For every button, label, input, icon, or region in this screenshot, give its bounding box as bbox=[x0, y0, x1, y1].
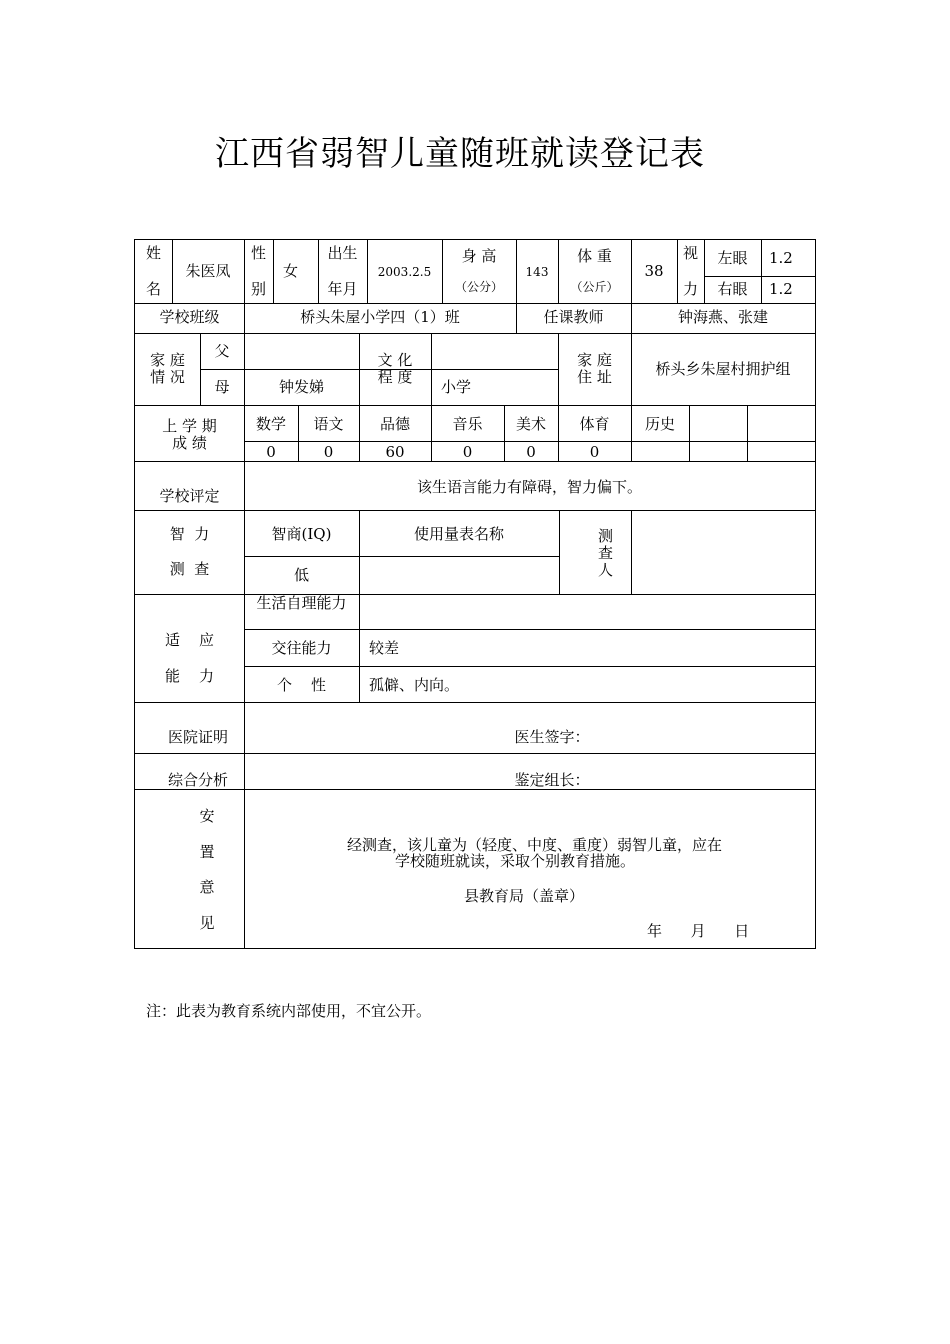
subject-score: 0 bbox=[589, 443, 600, 461]
grades-label: 成 绩 bbox=[172, 434, 207, 452]
col-divider bbox=[689, 405, 690, 461]
registration-form bbox=[134, 239, 816, 949]
row-divider bbox=[135, 333, 815, 334]
class-label: 学校班级 bbox=[159, 308, 220, 326]
self-care-label: 生活自理能力 bbox=[256, 594, 347, 612]
iq-value: 低 bbox=[293, 566, 309, 584]
col-divider bbox=[631, 510, 632, 594]
left-eye-value: 1.2 bbox=[769, 249, 793, 267]
row-divider bbox=[135, 789, 815, 790]
subject-name: 数学 bbox=[255, 415, 286, 433]
form-title: 江西省弱智儿童随班就读登记表 bbox=[215, 134, 705, 174]
social-value: 较差 bbox=[369, 639, 400, 657]
subject-name: 音乐 bbox=[452, 415, 483, 433]
row-divider bbox=[135, 405, 815, 406]
address-label: 家 庭 bbox=[577, 351, 612, 369]
placement-text: 经测查，该儿童为（轻度、中度、重度）弱智儿童，应在 bbox=[347, 836, 723, 854]
right-eye-label: 右眼 bbox=[717, 280, 748, 298]
col-divider bbox=[359, 510, 360, 594]
iq-label: 智商(IQ) bbox=[271, 525, 332, 543]
iq-section-label: 测 查 bbox=[169, 560, 210, 578]
placement-label: 见 bbox=[199, 914, 215, 932]
subject-name: 历史 bbox=[644, 415, 675, 433]
row-divider bbox=[135, 753, 815, 754]
social-label: 交往能力 bbox=[271, 639, 332, 657]
bureau-stamp: 县教育局（盖章） bbox=[464, 887, 585, 905]
sex-label: 性 bbox=[250, 244, 266, 262]
height-unit: （公分） bbox=[454, 280, 503, 294]
footnote: 注：此表为教育系统内部使用，不宜公开。 bbox=[146, 1002, 432, 1020]
education-label: 程 度 bbox=[377, 368, 413, 386]
sex-value: 女 bbox=[282, 262, 298, 280]
mother-value: 钟发娣 bbox=[278, 378, 324, 396]
vision-label: 视 bbox=[682, 244, 698, 262]
subject-score: 0 bbox=[462, 443, 473, 461]
row-divider bbox=[135, 461, 815, 462]
mother-label: 母 bbox=[214, 378, 230, 396]
name-value: 朱医凤 bbox=[185, 262, 231, 280]
col-divider bbox=[559, 510, 560, 594]
placement-label: 安 bbox=[199, 807, 215, 825]
tester-label: 测查人 bbox=[596, 528, 614, 579]
adapt-divider bbox=[244, 666, 815, 667]
sex-label: 别 bbox=[250, 280, 266, 298]
class-value: 桥头朱屋小学四（1）班 bbox=[300, 308, 460, 326]
scale-label: 使用量表名称 bbox=[413, 525, 504, 543]
father-label: 父 bbox=[214, 342, 230, 360]
adapt-section-label: 适 应 bbox=[164, 631, 215, 649]
hospital-label: 医院证明 bbox=[167, 728, 228, 746]
row-divider bbox=[135, 303, 815, 304]
teacher-value: 钟海燕、张建 bbox=[677, 308, 768, 326]
birth-label: 出生 bbox=[327, 244, 358, 262]
subject-score: 0 bbox=[266, 443, 276, 461]
vision-label: 力 bbox=[682, 280, 698, 298]
iq-section-label: 智 力 bbox=[169, 525, 210, 543]
subject-name: 语文 bbox=[313, 415, 344, 433]
weight-unit: （公斤） bbox=[570, 280, 619, 294]
placement-label: 意 bbox=[199, 878, 215, 896]
col-divider bbox=[631, 405, 632, 461]
grade-divider bbox=[244, 441, 815, 442]
teacher-label: 任课教师 bbox=[543, 308, 604, 326]
adapt-section-label: 能 力 bbox=[164, 667, 215, 685]
placement-label: 置 bbox=[199, 843, 215, 861]
eye-divider bbox=[704, 276, 815, 277]
row-divider bbox=[135, 702, 815, 703]
school-eval-label: 学校评定 bbox=[159, 487, 220, 505]
doctor-signature: 医生签字： bbox=[514, 728, 590, 746]
subject-score: 0 bbox=[323, 443, 334, 461]
analysis-label: 综合分析 bbox=[167, 771, 228, 789]
col-divider bbox=[359, 594, 360, 702]
col-divider bbox=[747, 405, 748, 461]
row-divider bbox=[135, 594, 815, 595]
birth-label: 年月 bbox=[327, 280, 358, 298]
weight-label: 体 重 bbox=[577, 247, 612, 265]
placement-text: 学校随班就读，采取个别教育措施。 bbox=[395, 852, 636, 870]
education-label: 文 化 bbox=[377, 351, 413, 369]
col-divider bbox=[761, 240, 762, 303]
address-value: 桥头乡朱屋村拥护组 bbox=[655, 360, 791, 378]
leader-signature: 鉴定组长： bbox=[514, 771, 590, 789]
address-label: 住 址 bbox=[577, 368, 612, 386]
name-label: 姓 bbox=[145, 244, 161, 262]
family-label: 家 庭 bbox=[150, 351, 185, 369]
sign-date: 年 月 日 bbox=[647, 922, 750, 940]
height-value: 143 bbox=[525, 265, 549, 279]
subject-score: 60 bbox=[385, 443, 405, 461]
subject-score: 0 bbox=[526, 443, 536, 461]
left-eye-label: 左眼 bbox=[717, 249, 748, 267]
family-label: 情 况 bbox=[150, 368, 185, 386]
right-eye-value: 1.2 bbox=[769, 280, 793, 298]
col-divider bbox=[431, 333, 432, 405]
subject-name: 美术 bbox=[515, 415, 546, 433]
subject-name: 品德 bbox=[379, 415, 410, 433]
personality-label: 个 性 bbox=[276, 676, 327, 694]
row-divider bbox=[135, 510, 815, 511]
adapt-divider bbox=[244, 629, 815, 630]
mother-education: 小学 bbox=[441, 378, 472, 396]
height-label: 身 高 bbox=[461, 247, 497, 265]
weight-value: 38 bbox=[644, 262, 664, 280]
school-eval-value: 该生语言能力有障碍，智力偏下。 bbox=[416, 478, 642, 496]
iq-divider bbox=[244, 556, 559, 557]
name-label: 名 bbox=[145, 280, 161, 298]
personality-value: 孤僻、内向。 bbox=[369, 676, 460, 694]
grades-label: 上 学 期 bbox=[162, 417, 217, 435]
birth-value: 2003.2.5 bbox=[377, 265, 432, 279]
subject-name: 体育 bbox=[579, 415, 610, 433]
